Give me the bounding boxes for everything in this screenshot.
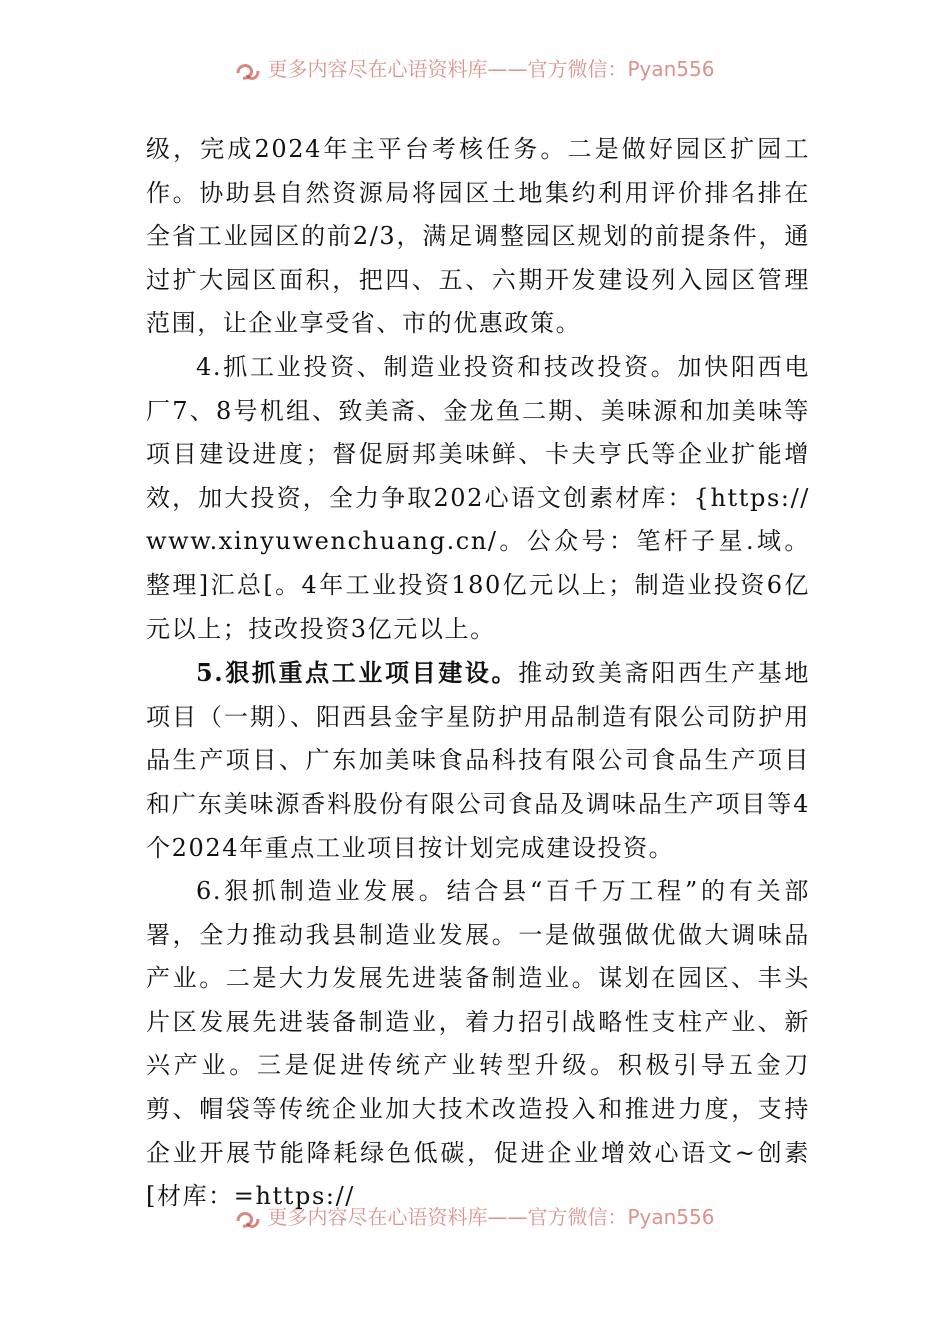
header-banner-text: 更多内容尽在心语资料库——官方微信：Pyan556 (267, 56, 715, 81)
header-banner (0, 52, 950, 92)
paragraph-2: 4.抓工业投资、制造业投资和技改投资。加快阳西电厂7、8号机组、致美斋、金龙鱼二期、美味源和加美味等项目建设进度；督促厨邦美味鲜、卡夫亨氏等企业扩能增效，加大投资，全力争取202心语文创素材库：{https://www.xinyuwenchuang.cn/。公众号：笔杆子星.域。整理]汇总[。4年工业投资180亿元以上；制造业投资6亿元以上；技改投资3亿元以上。 (146, 352, 810, 643)
logo-icon (235, 61, 261, 83)
paragraph-3-heading: 5.狠抓重点工业项目建设。 (196, 658, 519, 688)
paragraph-4: 6.狠抓制造业发展。结合县“百千万工程”的有关部署，全力推动我县制造业发展。一是做强做优做大调味品产业。二是大力发展先进装备制造业。谋划在园区、丰头片区发展先进装备制造业，着力招引战略性支柱产业、新兴产业。三是促进传统产业转型升级。积极引导五金刀剪、帽袋等传统企业加大技术改造投入和推进力度，支持企业开展节能降耗绿色低碳，促进企业增效心语文~创素[材库：=https:// (146, 877, 810, 1211)
paragraph-3 (146, 651, 810, 870)
logo-icon (235, 1209, 261, 1231)
paragraph-1: 级，完成2024年主平台考核任务。二是做好园区扩园工作。协助县自然资源局将园区土地集约利用评价排名排在全省工业园区的前2/3，满足调整园区规划的前提条件，通过扩大园区面积，把四、五、六期开发建设列入园区管理范围，让企业享受省、市的优惠政策。 (146, 135, 810, 338)
footer-banner (0, 1200, 950, 1240)
document-body (146, 128, 810, 1219)
footer-banner-text: 更多内容尽在心语资料库——官方微信：Pyan556 (267, 1204, 715, 1229)
paragraph-3-text: 推动致美斋阳西生产基地项目（一期）、阳西县金宇星防护用品制造有限公司防护用品生产项目、广东加美味食品科技有限公司食品生产项目和广东美味源香料股份有限公司食品及调味品生产项目等4个2024年重点工业项目按计划完成建设投资。 (146, 659, 810, 862)
